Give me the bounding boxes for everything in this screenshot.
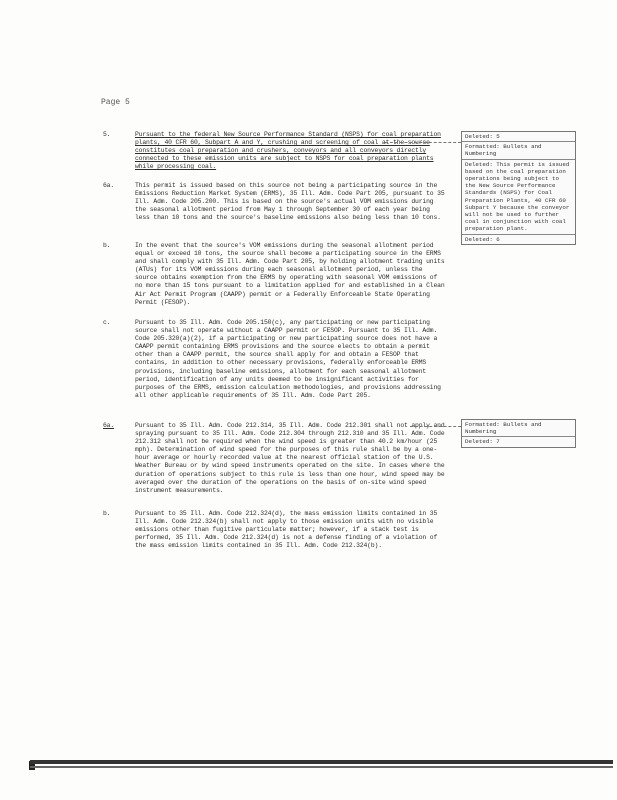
comment-item[interactable]: Deleted: This permit is issued based on the coal preparation operations being subject to the New Source Performance Standards (NSPS) for Coal Preparation Plants, 40 CFR 60 Subpart Y because the conveyor will not be used to further coal in conjunction with coal preparation plant. bbox=[462, 160, 575, 235]
paragraph-number: c. bbox=[103, 319, 111, 326]
scan-bottom-border bbox=[30, 760, 613, 764]
paragraph-6b bbox=[103, 242, 448, 307]
paragraph-6a bbox=[103, 182, 448, 222]
paragraph-number: 6a. bbox=[103, 422, 115, 429]
paragraph-number: b. bbox=[103, 242, 111, 249]
paragraph-6c bbox=[103, 319, 448, 400]
paragraph-5 bbox=[103, 131, 448, 171]
scan-bottom-border bbox=[30, 766, 613, 768]
paragraph-number: 6a. bbox=[103, 182, 115, 189]
paragraph-7b bbox=[103, 510, 448, 550]
paragraph-text: In the event that the source's VOM emissions during the seasonal allotment period equal or exceed 10 tons, the source shall become a participating source in the ERMS and shall comply with 35 Ill. Adm. Code Part 205, by holding allotment trading units (ATUs) for its VOM emissions during each seasonal allotment period, unless the source obtains exemption from the ERMS by operating with seasonal VOM emissions of no more than 15 tons pursuant to a limitation applied for and established in a Clean Air Act Permit Program (CAAPP) permit or a Federally Enforceable State Operating Permit (FESOP). bbox=[135, 242, 445, 306]
comment-item[interactable]: Deleted: 7 bbox=[465, 438, 500, 446]
page-label: Page 5 bbox=[101, 98, 130, 107]
comment-item[interactable]: Deleted: 6 bbox=[465, 235, 500, 243]
comment-balloon-group[interactable] bbox=[461, 419, 576, 448]
paragraph-number: b. bbox=[103, 510, 111, 517]
paragraph-text: This permit is issued based on this source not being a participating source in the Emissions Reduction Market System (ERMS), 35 Ill. Adm. Code Part 205, pursuant to 35 Ill. Adm. Code 205.200. This is based on the source's actual VOM emissions during the seasonal allotment period from May 1 through September 30 of each year being less than 10 tons and the source's baseline emissions also being less than 10 tons. bbox=[135, 182, 445, 222]
paragraph-text: Pursuant to 35 Ill. Adm. Code 212.324(d), the mass emission limits contained in 35 Ill. Adm. Code 212.324(b) shall not apply to those emission units with no visible emissions other than fugitive particulate matter; however, if a stack test is performed, 35 Ill. Adm. Code 212.324(d) is not a defense finding of a violation of the mass emission limits contained in 35 Ill. Adm. Code 212.324(b). bbox=[135, 510, 438, 550]
paragraph-text: Pursuant to the federal New Source Performance Standard (NSPS) for coal preparation plants, 40 CFR 60, Subpart A and Y, crushing and screening of coal at the source constitutes coal preparation and crushers, conveyors and all conveyors directly connected to these emission units are subject to NSPS for coal preparation plants while processing coal. bbox=[135, 131, 441, 171]
paragraph-7a bbox=[103, 422, 448, 495]
comment-item[interactable]: Deleted: 5 bbox=[462, 132, 575, 142]
paragraph-text: Pursuant to 35 Ill. Adm. Code 205.150(c), any participating or new participating source shall not operate without a CAAPP permit or FESOP. Pursuant to 35 Ill. Adm. Code 205.320(a)(2), if a participating or new participating source does not have a CAAPP permit containing ERMS provisions and the source elects to obtain a permit other than a CAAPP permit, the source shall apply for and obtain a FESOP that contains, in addition to other necessary provisions, federally enforceable ERMS provisions, including baseline emissions, allotment for each seasonal allotment period, identification of any units deemed to be insignificant activities for purposes of the ERMS, emission calculation methodologies, and provisions addressing all other applicable requirements of 35 Ill. Adm. Code Part 205. bbox=[135, 319, 441, 399]
comment-item[interactable]: Formatted: Bullets and Numbering bbox=[462, 142, 575, 159]
comment-connector bbox=[410, 426, 461, 427]
comment-balloon-group[interactable] bbox=[461, 131, 576, 245]
comment-item[interactable]: Formatted: Bullets and Numbering bbox=[462, 420, 575, 437]
comment-connector bbox=[385, 142, 461, 143]
paragraph-text: Pursuant to 35 Ill. Adm. Code 212.314, 35 Ill. Adm. Code 212.301 shall not apply and spraying pursuant to 35 Ill. Adm. Code 212.304 through 212.310 and 35 Ill. Adm. Code 212.312 shall not be required when the wind speed is greater than 40.2 km/hour (25 mph). Determination of wind speed for the purposes of this rule shall be by a one-hour average or hourly recorded value at the nearest official station of the U.S. Weather Bureau or by wind speed instruments operated on the site. In cases where the duration of operations subject to this rule is less than one hour, wind speed may be averaged over the duration of the operations on the basis of on-site wind speed instrument measurements. bbox=[135, 422, 445, 494]
paragraph-number: 5. bbox=[103, 131, 111, 138]
